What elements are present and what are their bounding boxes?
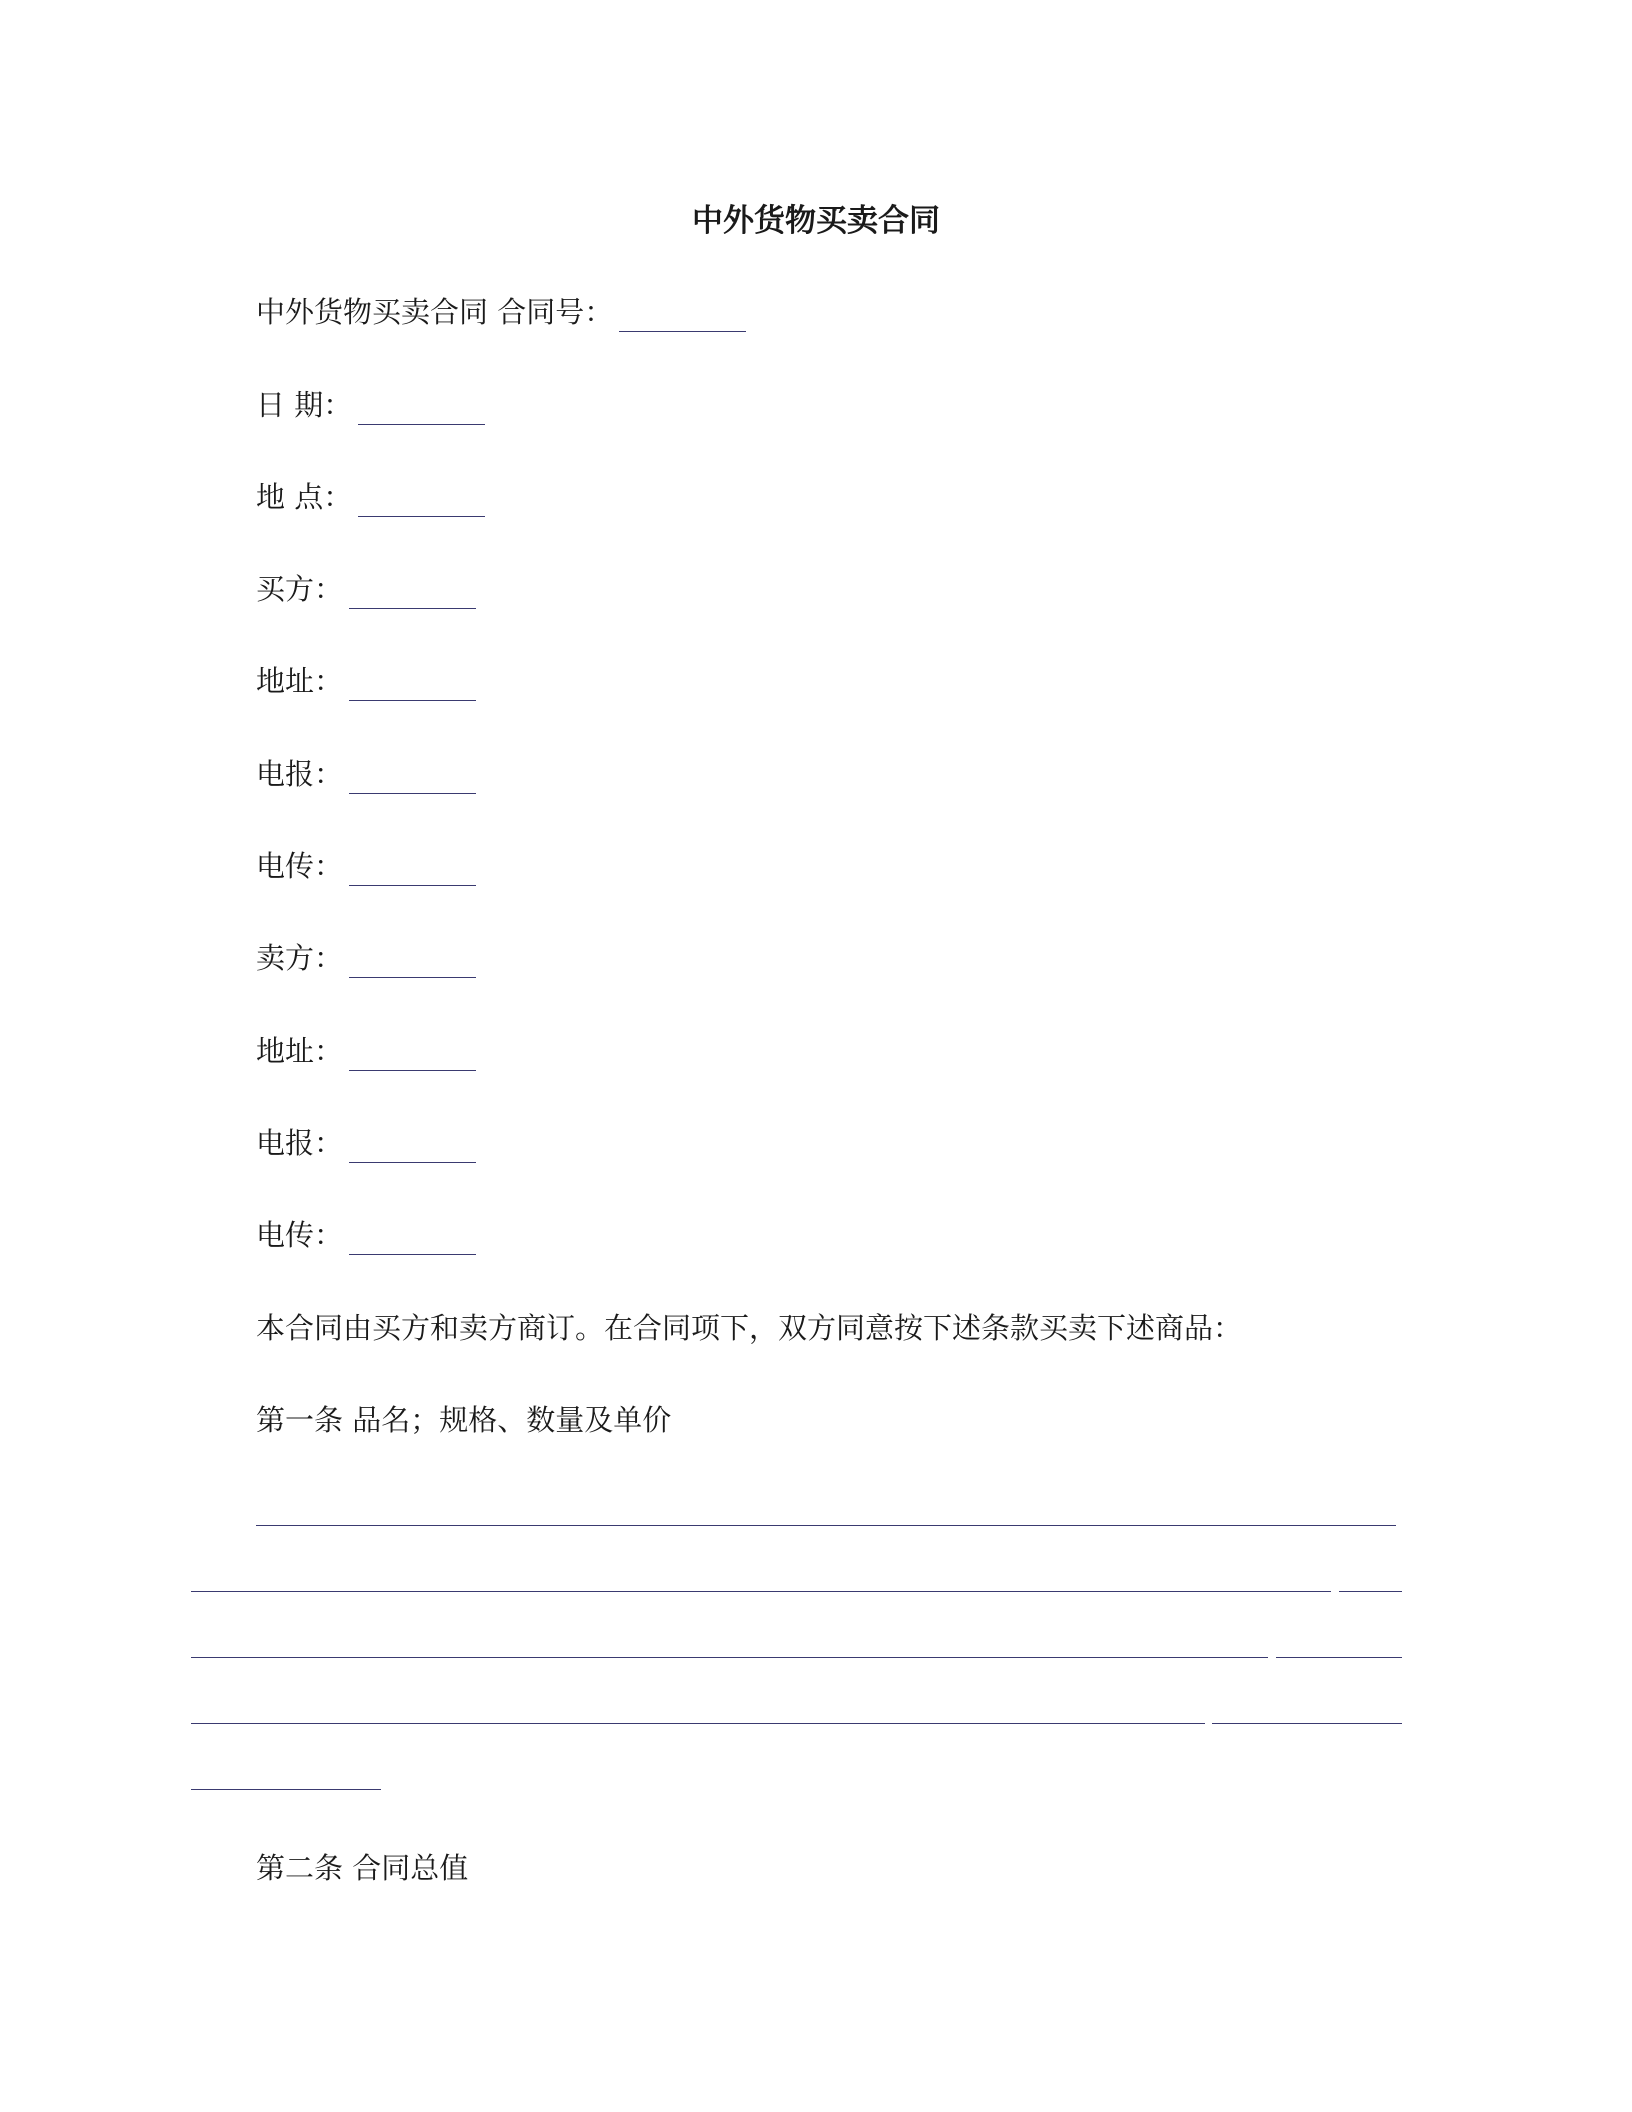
buyer-line <box>256 569 476 609</box>
seller-address-label: 地址： <box>256 1034 344 1068</box>
article-1-rule-2a <box>191 1591 1331 1592</box>
place-blank <box>358 486 485 517</box>
article-1-rule-3b <box>1276 1657 1402 1658</box>
seller-telegram-blank <box>349 1132 476 1163</box>
seller-telegram-label: 电报： <box>256 1126 344 1160</box>
buyer-telegram-blank <box>349 763 476 794</box>
buyer-telex-label: 电传： <box>256 849 344 883</box>
seller-line <box>256 938 476 978</box>
seller-blank <box>349 947 476 978</box>
document-title: 中外货物买卖合同 <box>692 203 940 239</box>
article-1-rule-4b <box>1212 1723 1402 1724</box>
article-1-rule-1 <box>256 1525 1396 1526</box>
seller-address-blank <box>349 1040 476 1071</box>
seller-telegram-line <box>256 1123 476 1163</box>
buyer-telex-line <box>256 846 476 886</box>
date-blank <box>358 394 485 425</box>
date-label: 日 期： <box>256 388 353 422</box>
buyer-address-line <box>256 661 476 701</box>
buyer-label: 买方： <box>256 572 344 606</box>
seller-telex-line <box>256 1215 476 1255</box>
date-line <box>256 385 485 425</box>
seller-label: 卖方： <box>256 941 344 975</box>
article-1-rule-5 <box>191 1789 381 1790</box>
seller-address-line <box>256 1031 476 1071</box>
article-2-heading: 第二条 合同总值 <box>256 1851 469 1885</box>
article-1-heading: 第一条 品名；规格、数量及单价 <box>256 1403 672 1437</box>
contract-number-label: 中外货物买卖合同 合同号： <box>256 295 614 329</box>
buyer-address-blank <box>349 670 476 701</box>
contract-number-line <box>256 292 746 332</box>
buyer-telegram-line <box>256 754 476 794</box>
buyer-blank <box>349 578 476 609</box>
contract-number-blank <box>619 301 746 332</box>
place-line <box>256 477 485 517</box>
article-1-rule-2b <box>1339 1591 1402 1592</box>
seller-telex-blank <box>349 1224 476 1255</box>
article-1-rule-3a <box>191 1657 1268 1658</box>
seller-telex-label: 电传： <box>256 1218 344 1252</box>
article-1-rule-4a <box>191 1723 1205 1724</box>
intro-paragraph: 本合同由买方和卖方商订。在合同项下，双方同意按下述条款买卖下述商品： <box>256 1311 1243 1345</box>
buyer-telegram-label: 电报： <box>256 757 344 791</box>
buyer-address-label: 地址： <box>256 664 344 698</box>
buyer-telex-blank <box>349 855 476 886</box>
place-label: 地 点： <box>256 480 353 514</box>
